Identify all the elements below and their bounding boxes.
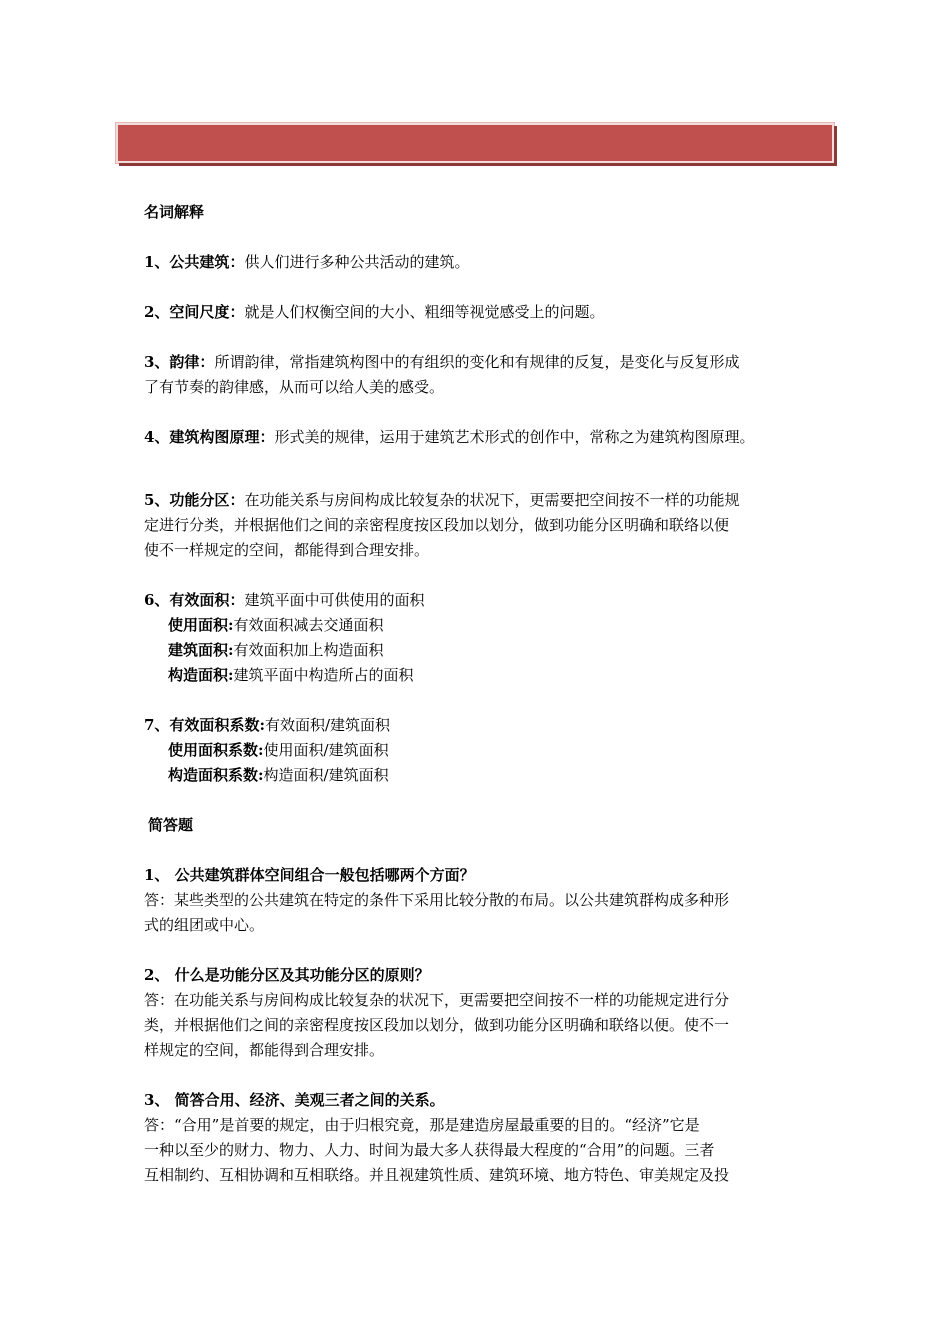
answer-line: 一种以至少的财力、物力、人力、时间为最大多人获得最大程度的“合用”的问题。三者 xyxy=(144,1141,715,1159)
term-definition: 在功能关系与房间构成比较复杂的状况下，更需要把空间按不一样的功能规 xyxy=(244,491,740,509)
question-3: 3、 简答合用、经济、美观三者之间的关系。 xyxy=(144,1091,445,1109)
term-label: 4、建筑构图原理： xyxy=(144,428,275,446)
sub-term-label: 构造面积: xyxy=(168,666,234,684)
answer-line: 答：“合用”是首要的规定，由于归根究竟，那是建造房屋最重要的目的。“经济”它是 xyxy=(144,1116,700,1134)
term-definition: 建筑平面中可供使用的面积 xyxy=(244,591,425,609)
term-definition: 所谓韵律，常指建筑构图中的有组织的变化和有规律的反复，是变化与反复形成 xyxy=(214,353,740,371)
term-label: 2、空间尺度： xyxy=(144,303,245,321)
term-label: 7、有效面积系数: xyxy=(144,716,265,734)
sub-term-item xyxy=(144,638,824,663)
sub-term-label: 建筑面积: xyxy=(168,641,234,659)
term-label: 1、公共建筑： xyxy=(144,253,245,271)
term-definition-line: 定进行分类，并根据他们之间的亲密程度按区段加以划分，做到功能分区明确和联络以便 xyxy=(144,516,730,534)
term-definition-line: 使不一样规定的空间，都能得到合理安排。 xyxy=(144,541,430,559)
sub-term-item xyxy=(144,763,824,788)
question-2: 2、 什么是功能分区及其功能分区的原则？ xyxy=(144,966,430,984)
term-item-2 xyxy=(144,300,824,325)
answer-line: 互相制约、互相协调和互相联络。并且视建筑性质、建筑环境、地方特色、审美规定及投 xyxy=(144,1166,730,1184)
sub-term-label: 构造面积系数: xyxy=(168,766,264,784)
term-label: 3、韵律： xyxy=(144,353,215,371)
term-item-5 xyxy=(144,488,824,513)
sub-term-definition: 构造面积/建筑面积 xyxy=(263,766,389,784)
term-definition: 就是人们权衡空间的大小、粗细等视觉感受上的问题。 xyxy=(244,303,605,321)
sub-term-label: 使用面积系数: xyxy=(168,741,264,759)
answer-line: 答：在功能关系与房间构成比较复杂的状况下，更需要把空间按不一样的功能规定进行分 xyxy=(144,991,730,1009)
sub-term-definition: 有效面积减去交通面积 xyxy=(233,616,384,634)
answer-line: 样规定的空间，都能得到合理安排。 xyxy=(144,1041,385,1059)
section-heading-short-answer: 简答题 xyxy=(148,816,194,834)
sub-term-item xyxy=(144,738,824,763)
answer-line: 答：某些类型的公共建筑在特定的条件下采用比较分散的布局。以公共建筑群构成多种形 xyxy=(144,891,730,909)
term-definition-line: 了有节奏的韵律感，从而可以给人美的感受。 xyxy=(144,378,445,396)
term-item-6 xyxy=(144,588,824,613)
answer-line: 式的组团或中心。 xyxy=(144,916,265,934)
sub-term-definition: 建筑平面中构造所占的面积 xyxy=(233,666,414,684)
sub-term-item xyxy=(144,663,824,688)
term-label: 6、有效面积： xyxy=(144,591,245,609)
document-body xyxy=(144,200,824,1188)
term-item-3 xyxy=(144,350,824,375)
term-definition: 形式美的规律，运用于建筑艺术形式的创作中，常称之为建筑构图原理。 xyxy=(274,428,755,446)
answer-line: 类，并根据他们之间的亲密程度按区段加以划分，做到功能分区明确和联络以便。使不一 xyxy=(144,1016,730,1034)
term-item-1 xyxy=(144,250,824,275)
question-1: 1、 公共建筑群体空间组合一般包括哪两个方面？ xyxy=(144,866,475,884)
term-item-7 xyxy=(144,713,824,738)
sub-term-definition: 有效面积加上构造面积 xyxy=(233,641,384,659)
header-banner xyxy=(116,123,834,163)
sub-term-label: 使用面积: xyxy=(168,616,234,634)
term-label: 5、功能分区： xyxy=(144,491,245,509)
sub-term-item xyxy=(144,613,824,638)
sub-term-definition: 使用面积/建筑面积 xyxy=(263,741,389,759)
term-definition: 有效面积/建筑面积 xyxy=(264,716,391,734)
term-definition: 供人们进行多种公共活动的建筑。 xyxy=(244,253,470,271)
section-heading-terms: 名词解释 xyxy=(144,203,205,221)
term-item-4 xyxy=(144,425,824,450)
